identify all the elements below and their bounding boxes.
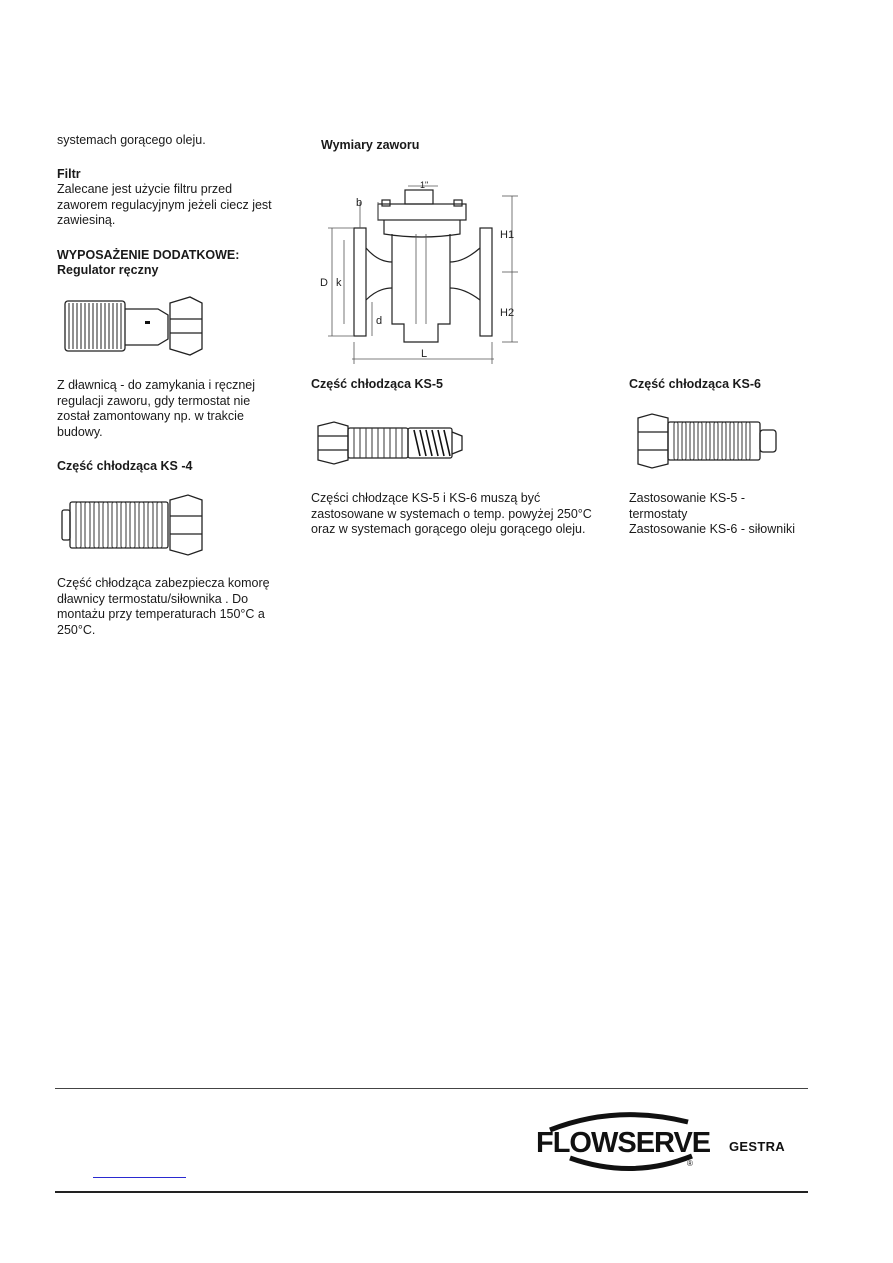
dim-h1-label: H1 bbox=[500, 229, 515, 241]
filter-heading: Filtr bbox=[57, 167, 81, 181]
ks6-heading: Część chłodząca KS-6 bbox=[629, 377, 761, 391]
accessories-heading: WYPOSAŻENIE DODATKOWE: bbox=[57, 248, 240, 262]
valve-dimensions-drawing bbox=[312, 176, 532, 368]
ks5-drawing bbox=[316, 420, 466, 466]
dim-b-label: b bbox=[356, 197, 363, 209]
flowserve-wordmark: FLOWSERVE bbox=[536, 1127, 711, 1159]
footer-top-rule bbox=[55, 1088, 808, 1089]
manual-regulator-heading: Regulator ręczny bbox=[57, 263, 159, 277]
dim-d-outer-label: D bbox=[320, 277, 328, 289]
registered-mark: ® bbox=[687, 1159, 693, 1168]
ks4-drawing bbox=[60, 494, 205, 556]
dim-k-label: k bbox=[336, 277, 342, 289]
dim-d-inner-label: d bbox=[376, 315, 383, 327]
ks4-text: Część chłodząca zabezpiecza komorę dławnicy termostatu/siłownika . Do montażu przy temperaturach 150°C a 250°C. bbox=[57, 576, 270, 637]
manual-regulator-drawing bbox=[60, 295, 205, 357]
intro-tail-text: systemach gorącego oleju. bbox=[57, 133, 206, 147]
thread-size-label: 1" bbox=[420, 180, 429, 190]
flowserve-logo bbox=[536, 1108, 716, 1174]
ks6-text: Zastosowanie KS-5 - termostaty Zastosowanie KS-6 - siłowniki bbox=[629, 491, 796, 536]
footer-bottom-rule bbox=[55, 1191, 808, 1193]
dim-l-label: L bbox=[421, 348, 428, 360]
valve-dimensions-heading: Wymiary zaworu bbox=[321, 138, 420, 152]
dim-h2-label: H2 bbox=[500, 307, 515, 319]
ks4-heading: Część chłodząca KS -4 bbox=[57, 459, 193, 473]
ks5-text: Części chłodzące KS-5 i KS-6 muszą być zastosowane w systemach o temp. powyżej 250°C oraz w systemach gorącego oleju gorącego oleju. bbox=[311, 491, 592, 536]
ks6-drawing bbox=[636, 412, 782, 470]
gestra-wordmark: GESTRA bbox=[729, 1139, 785, 1154]
manual-regulator-text: Z dławnicą - do zamykania i ręcznej regulacji zaworu, gdy termostat nie został zamontowany np. w trakcie budowy. bbox=[57, 378, 255, 439]
ks5-heading: Część chłodząca KS-5 bbox=[311, 377, 443, 391]
filter-text: Zalecane jest użycie filtru przed zaworem regulacyjnym jeżeli ciecz jest zawiesiną. bbox=[57, 182, 272, 227]
footer-link[interactable] bbox=[93, 1177, 186, 1178]
